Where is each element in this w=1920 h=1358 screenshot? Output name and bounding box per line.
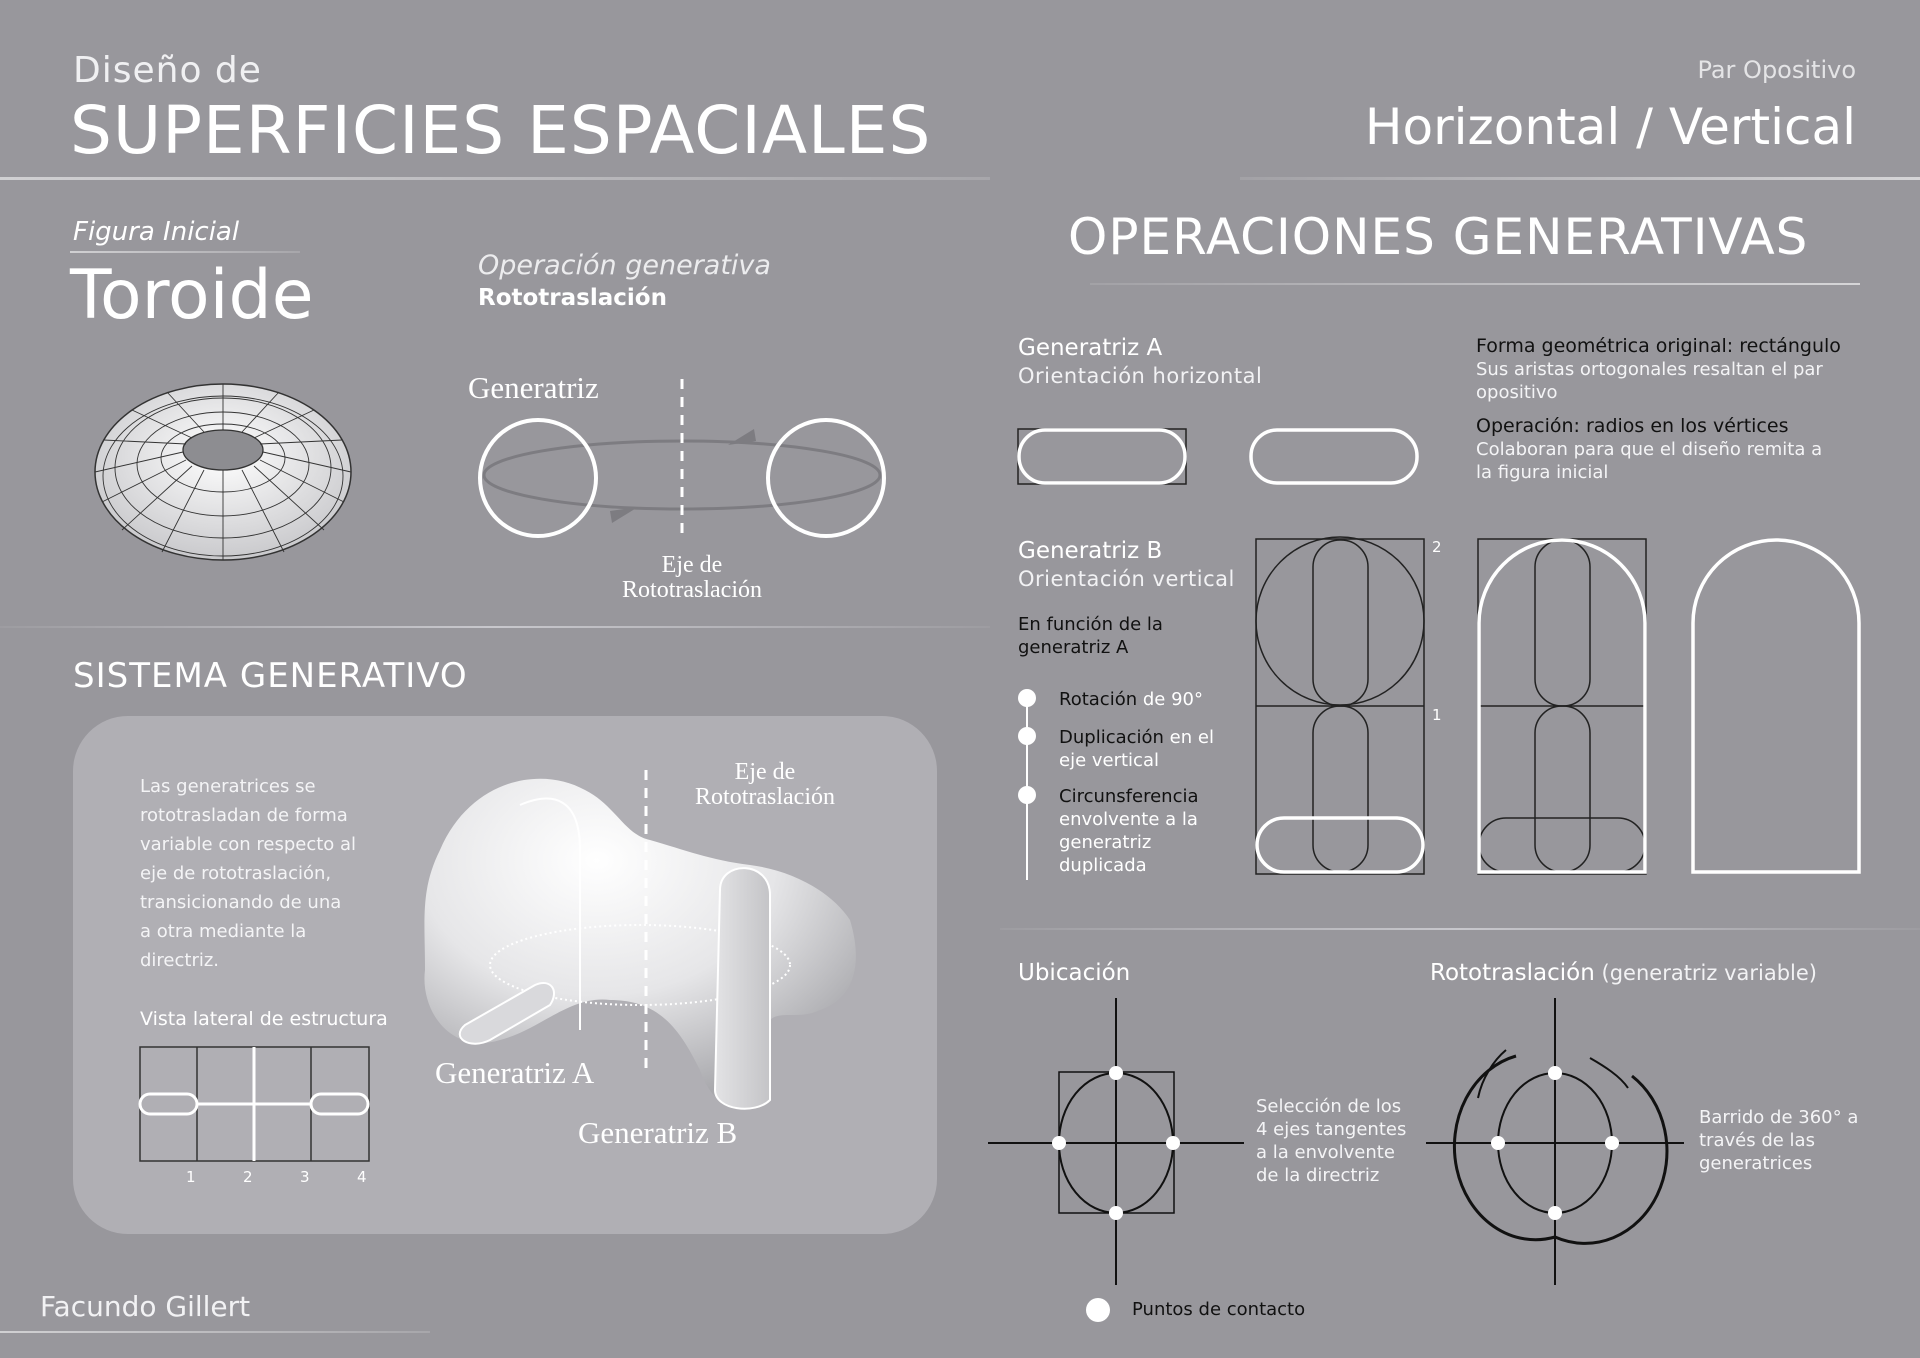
- rototraslacion-diagram: [470, 375, 890, 575]
- initial-figure-name: Toroide: [70, 256, 314, 335]
- gen-b-subtitle: Orientación vertical: [1018, 567, 1235, 591]
- generatriz-left-circle: [480, 420, 596, 536]
- caption-line: 4 ejes tangentes: [1256, 1119, 1407, 1140]
- rototraslacion-title: [1430, 960, 1817, 986]
- gen-b-depends: [1018, 613, 1163, 659]
- gen-b-title: Generatriz B: [1018, 538, 1163, 564]
- structure-side-view: [139, 1046, 371, 1164]
- location-caption: [1256, 1095, 1406, 1187]
- axis-label-line: Rototraslación: [622, 577, 762, 603]
- contact-point: [1548, 1066, 1562, 1080]
- location-diagram: [986, 998, 1246, 1288]
- structure-tick: 4: [357, 1168, 367, 1186]
- initial-figure-rule: [70, 251, 300, 253]
- rectangle-original: [1018, 429, 1186, 484]
- gen-a-subtitle: Orientación horizontal: [1018, 364, 1263, 388]
- step-rest: de 90°: [1137, 689, 1203, 710]
- note-line: Sus aristas ortogonales resaltan el par: [1476, 359, 1823, 380]
- title-rule: [0, 177, 990, 180]
- step-item: [1059, 726, 1214, 749]
- structure-label: Vista lateral de estructura: [140, 1008, 388, 1030]
- section-divider-left: [0, 626, 990, 628]
- operation-value: Rototraslación: [478, 285, 667, 311]
- step-rest: en el: [1163, 727, 1214, 748]
- rototraslacion-sweep-diagram: [1424, 998, 1686, 1288]
- operations-rule: [1090, 283, 1860, 285]
- gen-a-shapes: [1017, 428, 1417, 488]
- gen-a-title: Generatriz A: [1018, 335, 1163, 361]
- contact-point: [1109, 1066, 1123, 1080]
- step-line: duplicada: [1059, 855, 1147, 876]
- header-subtitle: Diseño de: [73, 50, 262, 91]
- note-line: opositivo: [1476, 382, 1558, 403]
- contact-point-legend-icon: [1085, 1297, 1111, 1323]
- caption-line: Selección de los: [1256, 1096, 1402, 1117]
- depends-line: En función de la: [1018, 614, 1163, 635]
- operations-title: OPERACIONES GENERATIVAS: [1068, 208, 1809, 266]
- structure-tick: 1: [186, 1168, 196, 1186]
- steps-timeline: [1017, 688, 1047, 883]
- initial-figure-label: Figura Inicial: [73, 217, 240, 247]
- step-line: generatriz: [1059, 832, 1152, 853]
- caption-line: través de las: [1699, 1130, 1815, 1151]
- rounded-generatriz-a: [1251, 430, 1417, 483]
- description-line: variable con respecto al: [140, 834, 357, 855]
- page-title: SUPERFICIES ESPACIALES: [70, 92, 932, 169]
- contact-point: [1109, 1206, 1123, 1220]
- author-name: Facundo Gillert: [40, 1290, 251, 1323]
- pair-rule: [1240, 177, 1920, 180]
- steps-list: [1059, 688, 1214, 877]
- section-divider-right: [1000, 928, 1920, 930]
- step-bold: Circunsferencia: [1059, 786, 1199, 807]
- caption-line: Barrido de 360° a: [1699, 1107, 1859, 1128]
- model-axis-label: [690, 760, 840, 810]
- caption-line: a la envolvente: [1256, 1142, 1395, 1163]
- note-title: Operación: radios en los vértices: [1476, 415, 1789, 437]
- model-generatriz-a-label: Generatriz A: [435, 1055, 595, 1090]
- description-line: Las generatrices se: [140, 776, 316, 797]
- axis-label-line: Eje de: [661, 552, 723, 578]
- note-line: Colaboran para que el diseño remita a: [1476, 439, 1823, 460]
- rototraslacion-bold: Rototraslación: [1430, 960, 1595, 986]
- notes-block: [1476, 335, 1841, 484]
- system-description: [140, 772, 356, 975]
- generatriz-b-final: [1693, 540, 1859, 872]
- description-line: rototrasladan de forma: [140, 805, 348, 826]
- depends-line: generatriz A: [1018, 637, 1129, 658]
- model-axis-line: Eje de: [734, 759, 796, 785]
- contact-point: [1166, 1136, 1180, 1150]
- caption-line: generatrices: [1699, 1153, 1813, 1174]
- contact-point: [1548, 1206, 1562, 1220]
- step-line: envolvente a la: [1059, 809, 1198, 830]
- rototraslacion-caption: [1699, 1106, 1858, 1175]
- note-line: la figura inicial: [1476, 462, 1609, 483]
- contact-point: [1605, 1136, 1619, 1150]
- step-bold: Duplicación: [1059, 727, 1164, 748]
- description-line: transicionando de una: [140, 892, 342, 913]
- contact-point: [1052, 1136, 1066, 1150]
- note-title: Forma geométrica original: rectángulo: [1476, 335, 1841, 357]
- model-generatriz-b-label: Generatriz B: [578, 1115, 738, 1150]
- contact-point: [1491, 1136, 1505, 1150]
- step-item: [1059, 688, 1214, 711]
- caption-line: de la directriz: [1256, 1165, 1380, 1186]
- arrow-right-icon: [610, 507, 638, 523]
- description-line: eje de rototraslación,: [140, 863, 332, 884]
- location-title: Ubicación: [1018, 960, 1131, 986]
- pair-label: Par Opositivo: [1697, 56, 1856, 84]
- structure-tick: 2: [243, 1168, 253, 1186]
- step-dot: [1018, 689, 1036, 707]
- pair-value: Horizontal / Vertical: [1364, 98, 1856, 156]
- gen-b-mark: 1: [1432, 706, 1442, 724]
- diagram-generatriz-label: Generatriz: [468, 370, 599, 405]
- legend-label: Puntos de contacto: [1132, 1299, 1306, 1320]
- gen-b-construction: [1254, 537, 1866, 877]
- model-axis-line: Rototraslación: [695, 784, 835, 810]
- diagram-axis-label: [600, 553, 784, 603]
- structure-tick: 3: [300, 1168, 310, 1186]
- step-dot: [1018, 727, 1036, 745]
- description-line: a otra mediante la: [140, 921, 307, 942]
- operation-label: Operación generativa: [478, 250, 771, 281]
- step-line: eje vertical: [1059, 750, 1159, 771]
- rototraslacion-qualifier: (generatriz variable): [1594, 961, 1818, 985]
- system-title: SISTEMA GENERATIVO: [73, 656, 468, 696]
- torus-icon: [92, 380, 354, 565]
- step-bold: Rotación: [1059, 689, 1138, 710]
- step-dot: [1018, 786, 1036, 804]
- gen-b-mark: 2: [1432, 538, 1442, 556]
- generatriz-right-circle: [768, 420, 884, 536]
- author-rule: [0, 1331, 430, 1333]
- description-line: directriz.: [140, 950, 220, 971]
